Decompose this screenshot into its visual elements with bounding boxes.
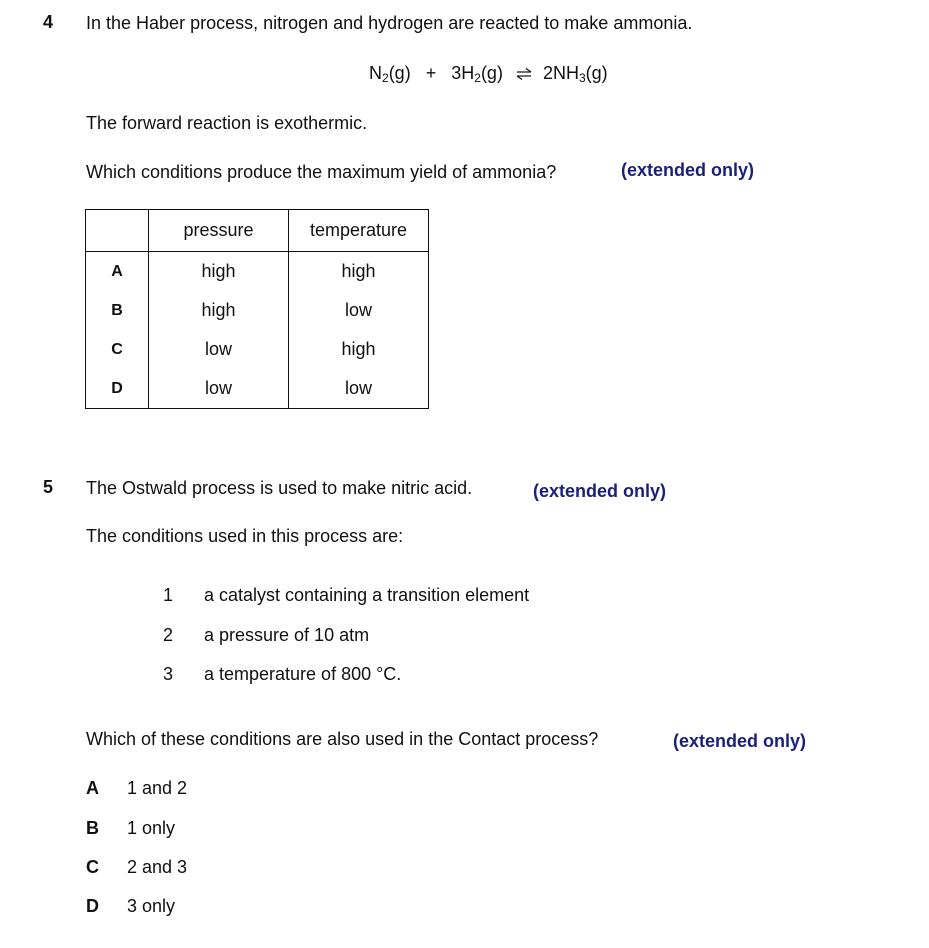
- table-row: [86, 291, 429, 330]
- question-4-statement: The forward reaction is exothermic.: [86, 113, 368, 133]
- row-letter: C: [86, 330, 149, 369]
- question-5-question: Which of these conditions are also used in the Contact process?: [86, 729, 599, 749]
- eq-n2: $N_2(g)$: [369, 63, 411, 85]
- row-temperature: high: [341, 339, 376, 359]
- table-header-pressure: pressure: [149, 210, 289, 252]
- option-letter: D: [86, 896, 99, 916]
- condition-number: 2: [163, 625, 174, 645]
- row-temperature: low: [344, 300, 372, 320]
- table-header-temperature: temperature: [289, 210, 429, 252]
- question-5-intro: The Ostwald process is used to make nitric acid.: [86, 478, 473, 498]
- row-pressure: low: [149, 369, 289, 409]
- row-letter: B: [86, 291, 149, 330]
- condition-number: 3: [163, 664, 174, 684]
- condition-text: a pressure of 10 atm: [204, 625, 370, 645]
- option-text: 3 only: [127, 896, 176, 916]
- question-4-number: 4: [43, 12, 54, 32]
- option-text: 1 only: [127, 818, 176, 838]
- question-5-extended-tag: (extended only): [533, 481, 667, 501]
- answer-table: [85, 209, 429, 409]
- question-5-number: 5: [43, 477, 54, 497]
- row-pressure: high: [149, 291, 289, 330]
- eq-plus: +: [425, 63, 437, 83]
- row-letter: A: [86, 252, 149, 292]
- table-row: [86, 252, 429, 292]
- equilibrium-arrow-icon: [516, 68, 532, 80]
- option-text: 2 and 3: [127, 857, 188, 877]
- table-header-empty: [86, 210, 149, 252]
- row-temperature: high: [341, 261, 376, 281]
- condition-text: a temperature of 800 °C.: [204, 664, 402, 684]
- eq-h2: $3H_2(g)$: [451, 63, 503, 85]
- option-text: 1 and 2: [127, 778, 188, 798]
- eq-nh3: $2NH_3(g)$: [542, 63, 608, 85]
- table-row: [86, 330, 429, 369]
- row-temperature: low: [344, 378, 372, 398]
- haber-equation: [369, 63, 608, 84]
- option-letter: B: [86, 818, 99, 838]
- question-4-question: Which conditions produce the maximum yield of ammonia?: [86, 162, 557, 182]
- question-5-conditions-intro: The conditions used in this process are:: [86, 526, 404, 546]
- question-5-extended-tag-2: (extended only): [673, 731, 807, 751]
- option-letter: A: [86, 778, 99, 798]
- table-header-row: [86, 210, 429, 252]
- row-pressure: high: [149, 252, 289, 292]
- question-4-extended-tag: (extended only): [621, 160, 755, 180]
- question-4-intro: In the Haber process, nitrogen and hydrogen are reacted to make ammonia.: [86, 13, 693, 33]
- condition-text: a catalyst containing a transition element: [204, 585, 530, 605]
- row-pressure: low: [149, 330, 289, 369]
- condition-number: 1: [163, 585, 174, 605]
- option-letter: C: [86, 857, 99, 877]
- row-letter: D: [86, 369, 149, 409]
- table-row: [86, 369, 429, 409]
